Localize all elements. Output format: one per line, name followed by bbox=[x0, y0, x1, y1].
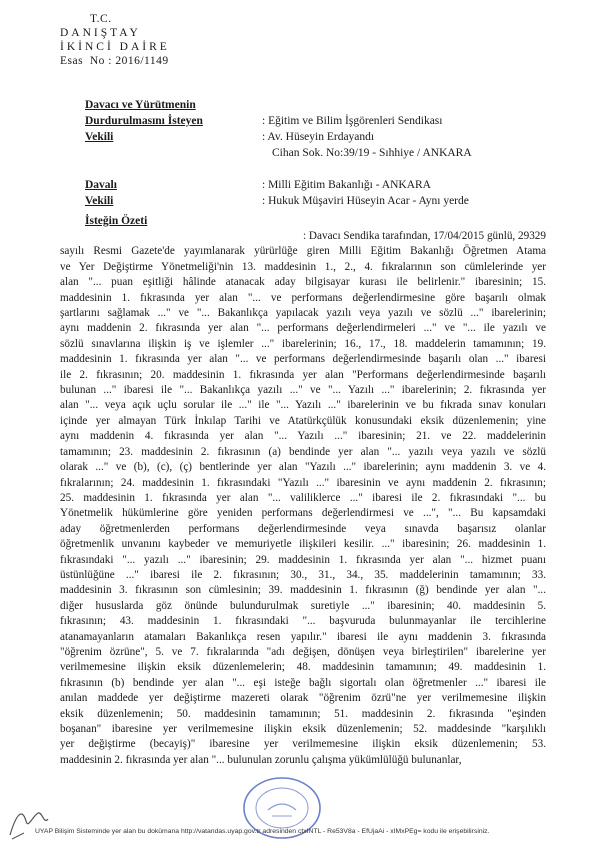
summary-line: tamamının; 23. maddesinin 2. fıkrasının (a) bendinde yer alan "... yazılı veya yazılı ve sözlü bbox=[60, 445, 546, 458]
plaintiff-rep-label: Vekili bbox=[85, 131, 114, 143]
summary-line: diğer hususlarda göz önünde bulundurulmak suretiyle ..." ibaresinin; 40. maddesinin 5. bbox=[60, 599, 546, 612]
summary-line: "öğrenim özrüne", 5. ve 7. fıkralarında "adı değişen, dönüşen veya birleştirilen" ibarelerine yer bbox=[60, 645, 546, 658]
summary-line: öğretmenlik unvanını kaybeder ve memuriyetle ilişkileri kesilir. ..." ibaresinin; 26. maddesinin 1. bbox=[60, 538, 546, 551]
defendant-label: Davalı bbox=[85, 179, 117, 191]
summary-line: sayılı Resmi Gazete'de yayımlanarak yürürlüğe giren Milli Eğitim Bakanlığı Öğretmen Atama bbox=[60, 245, 546, 258]
summary-line: fıkrasının; 43. maddesinin 1. fıkrasındaki "... başvuruda bulunmayanlar ile tercihlerine bbox=[60, 615, 546, 628]
summary-line: fıkralarının; 24. maddesinin 1. fıkrasındaki "Yazılı ..." ibaresinin ve aynı maddenin 2. fıkrasının; bbox=[60, 476, 546, 489]
summary-text bbox=[60, 229, 546, 768]
header-chamber: İKİNCİ DAİRE bbox=[60, 41, 170, 53]
defendant-rep-label: Vekili bbox=[85, 195, 114, 207]
summary-line: eksik düzenlemenin; 50. maddesinin tamamının; 51. maddesinin 2. fıkrasında "eşinden bbox=[60, 707, 546, 720]
summary-line: maddesinin 1. fıkrasında yer alan "... ve performans değerlendirmesine göre başarılı olmak bbox=[60, 291, 546, 304]
summary-line: aynı maddenin 2. fıkrasında yer alan "... performans değerlendirmeleri ..." ve "... ile yazılı ve bbox=[60, 322, 546, 335]
plaintiff-address: Cihan Sok. No:39/19 - Sıhhiye / ANKARA bbox=[272, 147, 472, 159]
summary-line: şartlarını sağlamak ..." ve "... Bakanlıkça yapılacak yazılı veya yazılı ve sözlü ..." ibarelerinin; bbox=[60, 307, 546, 320]
summary-line: atanamayanların atamaları Bakanlıkça resen yapılır." ibaresi ile aynı maddenin 3. fıkrasında bbox=[60, 630, 546, 643]
court-header bbox=[60, 12, 170, 68]
summary-line: : Davacı Sendika tarafından, 17/04/2015 günlü, 29329 bbox=[235, 230, 546, 242]
summary-line: fıkrasının (b) bendinde yer alan "... eşi isteğe bağlı sigortalı olan öğretmenler ..." ibaresi ile bbox=[60, 676, 546, 689]
summary-line: yer değiştirme (becayiş)" ibaresine yer verilmemesine ilişkin eksik düzenlemenin; 53. bbox=[60, 738, 546, 751]
summary-line: aynı maddenin 4. fıkrasında yer alan "... Yazılı ..." ibaresinin; 21. ve 22. maddelerinin bbox=[60, 430, 546, 443]
summary-line: maddesinin 1. fıkrasında yer alan "... ve performans değerlendirmesinde başarılı olan ..." ibaresi bbox=[60, 353, 546, 366]
defendant-rep-value: : Hukuk Müşaviri Hüseyin Acar - Aynı yerde bbox=[262, 195, 469, 207]
summary-line: ve Yer Değiştirme Yönetmeliği'nin 13. maddesinin 1., 2., 4. fıkralarının son cümlelerinde yer bbox=[60, 260, 546, 273]
defendant-value: : Milli Eğitim Bakanlığı - ANKARA bbox=[262, 179, 431, 191]
summary-line: maddesinin 2. fıkrasında yer alan "... bulunulan zorunlu çalışma yükümlülüğü bulunanlar, bbox=[60, 753, 462, 766]
footer-uyap-note: UYAP Bilişim Sisteminde yer alan bu dokümana http://vatandas.uyap.gov.tr adresinden ctxINTL - Re53V8a - EfUjaAi - xIMxPEg= kodu ile erişebilirsiniz. bbox=[35, 828, 490, 835]
plaintiff-value: : Eğitim ve Bilim İşgörenleri Sendikası bbox=[262, 115, 443, 127]
esas-number: No : 2016/1149 bbox=[89, 55, 169, 67]
summary-line: maddesinin 3. fıkrasının son cümlesinin; 39. maddesinin 1. fıkrasının (ğ) bendinde yer alan "... bbox=[60, 584, 546, 597]
summary-line: ile 2. fıkrasının; 20. maddesinin 1. fıkrasında yer alan "Performans değerlendirmesinde başarılı bbox=[60, 368, 546, 381]
plaintiff-label-1: Davacı ve Yürütmenin bbox=[85, 99, 196, 111]
header-tc: T.C. bbox=[90, 13, 112, 25]
signature-mark bbox=[4, 795, 54, 845]
summary-line: üstünlüğüne ..." ibaresi ile 2. fıkrasının; 30., 31., 34., 35. maddelerinin tamamının; 33. bbox=[60, 568, 546, 581]
summary-line: sözlü sınavlarına ilişkin iş ve işlemler ..." ibarelerinin; 16., 17., 18. maddelerin tamamının; 19. bbox=[60, 337, 546, 350]
summary-line: olarak ..." ve (b), (c), (ç) bentlerinde yer alan "Yazılı ..." ibarelerinin; aynı maddenin 3. ve 4. bbox=[60, 461, 546, 474]
summary-line: 25. maddesinin 1. fıkrasında yer alan "... valiliklerce ..." ibaresi ile 2. fıkrasındaki "... bu bbox=[60, 491, 546, 504]
summary-line: anılan maddede yer değiştirme mazereti olarak "öğrenim özrü"ne yer verilmemesine ilişkin bbox=[60, 692, 546, 705]
summary-line: fıkrasındaki "... yazılı ..." ibaresinin; 29. maddesinin 1. fıkrasında yer alan "... hizmet puanı bbox=[60, 553, 546, 566]
summary-line: bulunan ..." ibaresi ile "... Bakanlıkça yazılı ..." ve "... Yazılı ..." ibarelerinin; 2. fıkrasında yer bbox=[60, 384, 546, 397]
plaintiff-rep-value: : Av. Hüseyin Erdayandı bbox=[262, 131, 375, 143]
summary-line: alan "... veya açık uçlu sorular ile ..." ile "... Yazılı ..." ibarelerinin ve bu fıkrada sınav konuları bbox=[60, 399, 546, 412]
summary-line: içinde yer almayan Türk İnkılap Tarihi ve Atatürkçülük konusundaki eksik düzenlemenin; yine bbox=[60, 414, 546, 427]
summary-line: aday öğretmenlerden performans değerlendirmesinde veya sınavda başarısız olanlar bbox=[60, 522, 546, 535]
summary-line: alan "... puan eşitliği hâlinde atanacak aday bilgisayar kurası ile belirlenir." ibaresinin; 15. bbox=[60, 276, 546, 289]
summary-label: İsteğin Özeti bbox=[85, 215, 148, 227]
esas-label: Esas bbox=[60, 55, 84, 67]
header-esas bbox=[60, 54, 170, 68]
summary-line: Yönetmelik hükümlerine göre yeniden performans değerlendirmesi ve ...", "... Bu kapsamdaki bbox=[60, 507, 546, 520]
header-court: DANIŞTAY bbox=[60, 27, 141, 39]
summary-line: verilmemesine ilişkin eksik düzenlemelerin; 48. maddesinin tamamının; 49. maddesinin 1. bbox=[60, 661, 546, 674]
plaintiff-label-2: Durdurulmasını İsteyen bbox=[85, 115, 203, 127]
summary-line: boşanan" ibaresine yer verilmemesine ilişkin eksik düzenlemenin; 52. maddesinde "karşılıklı bbox=[60, 723, 546, 735]
